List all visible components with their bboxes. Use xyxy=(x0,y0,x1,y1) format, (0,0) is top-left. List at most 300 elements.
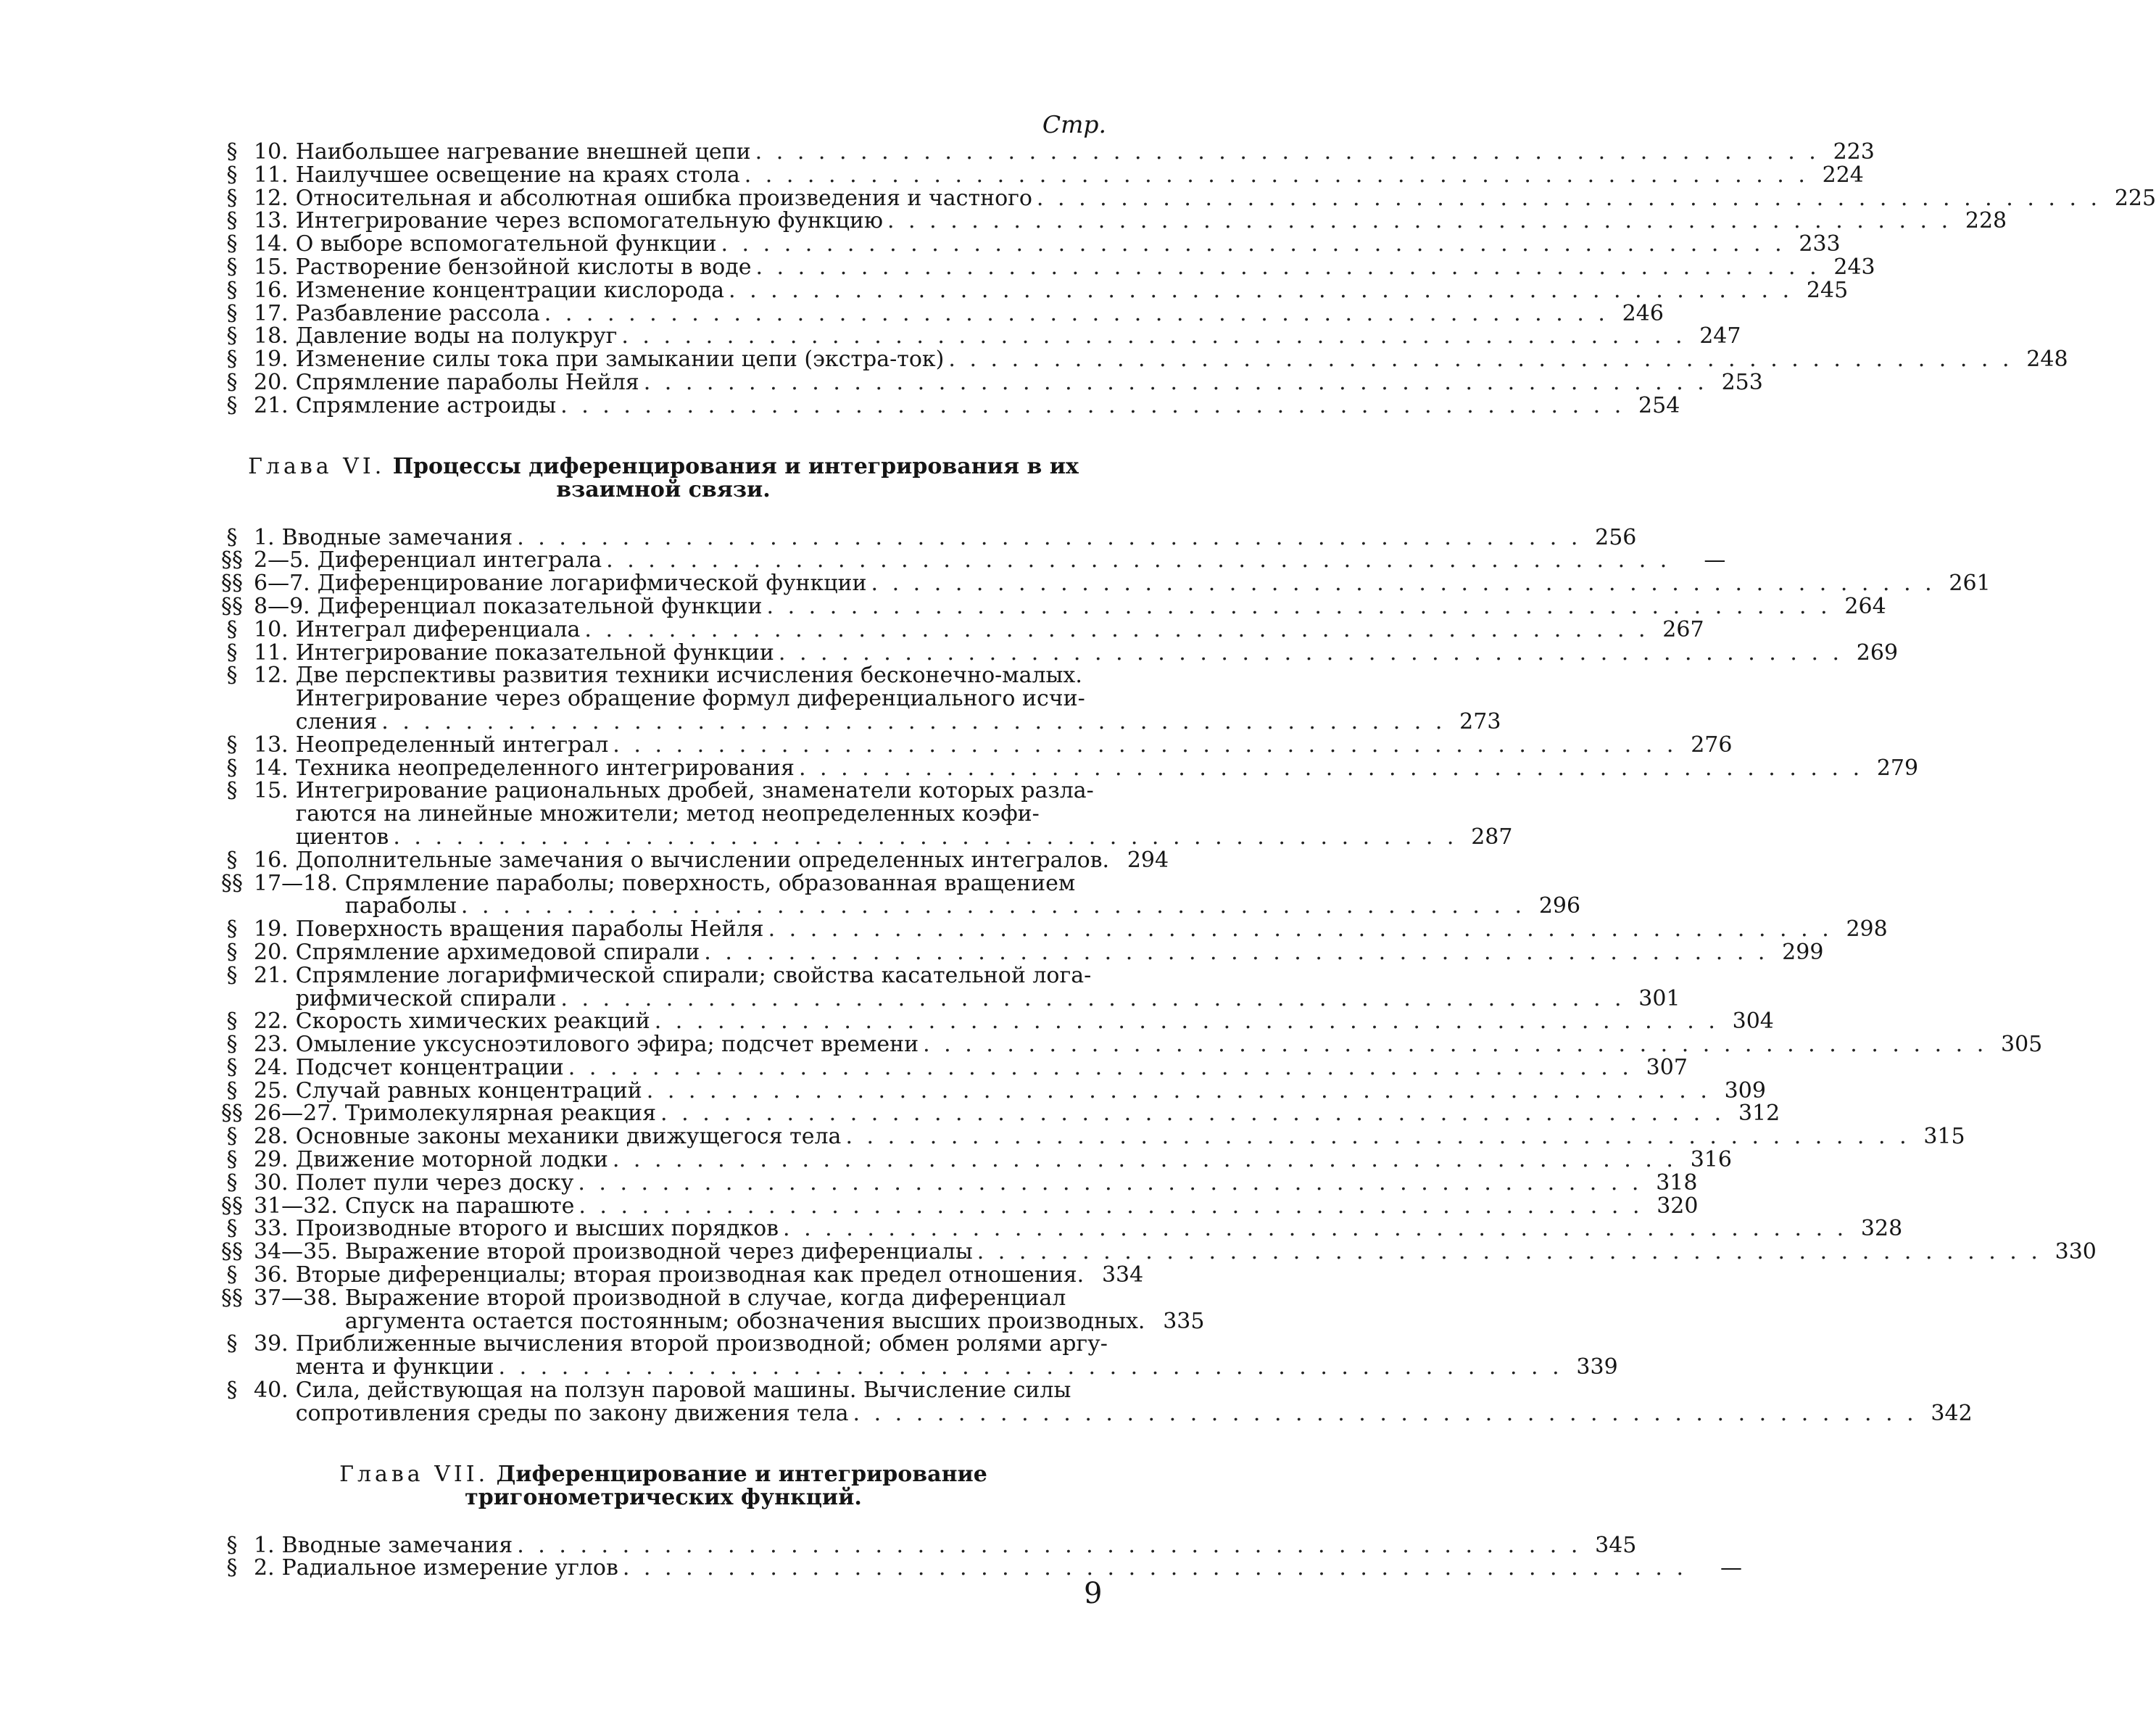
entry-page: 342 xyxy=(1931,1400,1973,1426)
dot-leader: . . . . . . . . . . . . . . . . . . . . . . . . . . . . . . . . . . . . . . . . . . . . . . . . . . . xyxy=(654,1009,1719,1035)
toc-entry xyxy=(210,939,1824,965)
entry-title-line: Вводные замечания xyxy=(281,1532,513,1558)
page-number: 9 xyxy=(1084,1577,1103,1610)
entry-page: 267 xyxy=(1662,616,1704,642)
entry-title-line: Случай равных концентраций xyxy=(295,1077,642,1103)
entry-title-line: Интегрирование рациональных дробей, знаменатели которых разла- xyxy=(295,778,1094,804)
entry-page: 246 xyxy=(1622,300,1664,326)
chapter-heading xyxy=(210,455,1116,502)
dot-leader: . . . . . . . . . . . . . . . . . . . . . . . . . . . . . . . . . . . . . . . . . . . . . . . . . . . xyxy=(1036,185,2102,211)
entry-page: 273 xyxy=(1459,708,1501,734)
entry-page: 276 xyxy=(1691,732,1733,758)
entry-title-line: Радиальное измерение углов xyxy=(281,1555,618,1581)
entry-number: 19. xyxy=(254,347,289,373)
dot-leader: . . . . . . . . . . . . . . . . . . . . . . . . . . . . . . . . . . . . . . . . . . . . . . . . . . . xyxy=(381,708,1446,734)
section-sign: § xyxy=(226,254,238,280)
entry-title xyxy=(344,1101,1780,1127)
entry-number: 30. xyxy=(254,1169,289,1196)
entry-title-line: Вторые диференциалы; вторая производная как предел отношения. xyxy=(295,1262,1085,1288)
entry-number: 17—18. xyxy=(254,870,338,896)
entry-number: 34—35. xyxy=(254,1239,338,1265)
dot-leader: . . . . . . . . . . . . . . . . . . . . . . . . . . . . . . . . . . . . . . . . . . . . . . . . . . . xyxy=(646,1077,1711,1103)
dot-leader: . . . . . . . . . . . . . . . . . . . . . . . . . . . . . . . . . . . . . . . . . . . . . . . . . . . xyxy=(578,1169,1643,1196)
entry-title xyxy=(295,1124,1965,1150)
toc-entry xyxy=(210,1009,1774,1035)
entry-title-line: Тримолекулярная реакция xyxy=(344,1101,657,1127)
entry-title-line: Диференциал интеграла xyxy=(317,547,602,573)
entry-title-line: Спрямление параболы; поверхность, образованная вращением xyxy=(344,870,1076,896)
dot-leader: . . . . . . . . . . . . . . . . . . . . . . . . . . . . . . . . . . . . . . . . . . . . . . . . . . . xyxy=(622,1555,1688,1581)
section-sign: § xyxy=(226,524,238,550)
entry-title-line: Давление воды на полукруг xyxy=(295,323,618,349)
toc-entry xyxy=(210,571,1991,597)
entry-number: 12. xyxy=(254,185,289,211)
section-sign: § xyxy=(226,1216,238,1242)
section-sign: § xyxy=(226,778,238,804)
section-sign: § xyxy=(226,847,238,873)
section-sign: §§ xyxy=(221,571,243,597)
dot-leader: . . . . . . . . . . . . . . . . . . . . . . . . . . . . . . . . . . . . . . . . . . . . . . . . . . . xyxy=(977,1239,2041,1265)
entry-title xyxy=(295,1216,1903,1242)
entry-title-line: Дополнительные замечания о вычислении определенных интегралов. xyxy=(295,847,1110,873)
toc-entry xyxy=(210,755,1919,781)
section-sign: § xyxy=(226,755,238,781)
entry-title xyxy=(295,254,1875,280)
entry-page: 309 xyxy=(1724,1077,1766,1103)
entry-title-line: Относительная и абсолютная ошибка произведения и частного xyxy=(295,185,1032,211)
entry-page: 320 xyxy=(1657,1193,1699,1219)
section-sign: §§ xyxy=(221,1285,243,1311)
entry-title xyxy=(317,571,1991,597)
entry-page: 261 xyxy=(1949,571,1991,597)
entry-title-line: Омыление уксусноэтилового эфира; подсчет времени xyxy=(295,1032,919,1058)
entry-number: 25. xyxy=(254,1077,289,1103)
dot-leader: . . . . . . . . . . . . . . . . . . . . . . . . . . . . . . . . . . . . . . . . . . . . . . . . . . . xyxy=(517,1532,1582,1558)
entry-number: 22. xyxy=(254,1009,289,1035)
section-sign: § xyxy=(226,323,238,349)
toc-section xyxy=(210,453,2097,1426)
entry-title xyxy=(295,939,1824,965)
toc-entry xyxy=(210,1555,1743,1581)
entry-title xyxy=(281,1532,1637,1558)
entry-title-line: Спуск на парашюте xyxy=(344,1193,575,1219)
entry-number: 23. xyxy=(254,1032,289,1058)
entry-title-line: гаются на линейные множители; метод неопределенных коэфи- xyxy=(295,801,1040,827)
entry-title-line: Выражение второй производной через диференциалы xyxy=(344,1239,973,1265)
entry-number: 2—5. xyxy=(254,547,310,573)
toc-entry xyxy=(210,1077,1766,1103)
entry-number: 1. xyxy=(254,1532,275,1558)
section-sign: § xyxy=(226,185,238,211)
entry-page: 225 xyxy=(2114,185,2156,211)
entry-title-line: Спрямление астроиды xyxy=(295,392,557,418)
toc-entry xyxy=(210,347,2068,373)
toc-entry xyxy=(210,870,1581,919)
entry-title-line: Растворение бензойной кислоты в воде xyxy=(295,254,752,280)
entry-title xyxy=(295,162,1864,188)
section-sign: § xyxy=(226,1054,238,1080)
section-sign: §§ xyxy=(221,1239,243,1265)
toc-entry xyxy=(210,185,2156,211)
entry-number: 16. xyxy=(254,847,289,873)
entry-number: 15. xyxy=(254,254,289,280)
section-sign: § xyxy=(226,639,238,666)
entry-title-line: Наилучшее освещение на краях стола xyxy=(295,162,740,188)
dot-leader: . . . . . . . . . . . . . . . . . . . . . . . . . . . . . . . . . . . . . . . . . . . . . . . . . . . xyxy=(544,300,1609,326)
entry-number: 13. xyxy=(254,732,289,758)
section-sign: § xyxy=(226,916,238,943)
entry-title-line: Основные законы механики движущегося тела xyxy=(295,1124,842,1150)
entry-title xyxy=(295,1147,1732,1173)
section-sign: § xyxy=(226,1555,238,1581)
toc-entry xyxy=(210,593,1886,619)
section-sign: §§ xyxy=(221,547,243,573)
entry-page: 316 xyxy=(1690,1147,1732,1173)
dot-leader: . . . . . . . . . . . . . . . . . . . . . . . . . . . . . . . . . . . . . . . . . . . . . . . . . . . xyxy=(613,732,1678,758)
entry-title-line: Наибольшее нагревание внешней цепи xyxy=(295,139,751,165)
section-sign: § xyxy=(226,208,238,234)
toc-entry xyxy=(210,1532,1637,1558)
toc-entry xyxy=(210,369,1763,395)
dot-leader: . . . . . . . . . . . . . . . . . . . . . . . . . . . . . . . . . . . . . . . . . . . . . . . . . . . xyxy=(721,231,1786,257)
entry-title xyxy=(281,524,1637,550)
entry-title xyxy=(295,185,2156,211)
toc-entry xyxy=(210,1124,1965,1150)
entry-page: 330 xyxy=(2055,1239,2097,1265)
entry-number: 37—38. xyxy=(254,1285,338,1311)
toc-entry xyxy=(210,1101,1780,1127)
entry-title xyxy=(295,347,2068,373)
entry-number: 14. xyxy=(254,231,289,257)
entry-number: 15. xyxy=(254,778,289,804)
entry-title xyxy=(295,1077,1766,1103)
entry-title xyxy=(317,547,1726,573)
entry-title xyxy=(295,1378,1973,1426)
entry-title-line: Интеграл диференциала xyxy=(295,616,581,642)
entry-page: 243 xyxy=(1833,254,1875,280)
entry-title-line: Производные второго и высших порядков xyxy=(295,1216,779,1242)
dot-leader: . . . . . . . . . . . . . . . . . . . . . . . . . . . . . . . . . . . . . . . . . . . . . . . . . . . xyxy=(517,524,1582,550)
entry-title xyxy=(295,208,2007,234)
entry-title-line: Скорость химических реакций xyxy=(295,1009,650,1035)
entry-title-line: мента и функции xyxy=(295,1354,494,1380)
chapter-title: Процессы диференцирования и интегрирования в их взаимной связи. xyxy=(392,453,1079,502)
dot-leader: . . . . . . . . . . . . . . . . . . . . . . . . . . . . . . . . . . . . . . . . . . . . . . . . . . . xyxy=(729,277,1794,303)
toc-entry xyxy=(210,162,1864,188)
toc-entry xyxy=(210,300,1664,326)
entry-title-line: О выборе вспомогательной функции xyxy=(295,231,717,257)
dot-leader: . . . . . . . . . . . . . . . . . . . . . . . . . . . . . . . . . . . . . . . . . . . . . . . . . . . xyxy=(579,1193,1643,1219)
entry-title-line: сления xyxy=(295,708,378,734)
entry-page: 318 xyxy=(1656,1169,1698,1196)
section-sign: § xyxy=(226,732,238,758)
section-sign: § xyxy=(226,162,238,188)
entry-title xyxy=(295,1054,1688,1080)
chapter-label: Глава VI. xyxy=(248,453,386,479)
toc-entry xyxy=(210,663,1501,734)
entry-number: 11. xyxy=(254,639,289,666)
section-sign: § xyxy=(226,962,238,988)
entry-title xyxy=(344,1193,1699,1219)
dot-leader: . . . . . . . . . . . . . . . . . . . . . . . . . . . . . . . . . . . . . . . . . . . . . . . . . . . xyxy=(460,893,1526,919)
toc-section xyxy=(210,139,2156,418)
entry-page: 328 xyxy=(1860,1216,1903,1242)
entry-title-line: Интегрирование через вспомогательную функцию xyxy=(295,208,883,234)
toc-entry xyxy=(210,1216,1903,1242)
toc-entry xyxy=(210,916,1888,943)
toc-entry xyxy=(210,139,1875,165)
section-sign: § xyxy=(226,1169,238,1196)
entry-title xyxy=(344,1285,1205,1334)
entry-number: 10. xyxy=(254,616,289,642)
entry-page: 256 xyxy=(1595,524,1637,550)
entry-number: 12. xyxy=(254,663,289,689)
entry-page: 299 xyxy=(1782,939,1824,965)
entry-title-line: сопротивления среды по закону движения тела xyxy=(295,1400,849,1426)
toc-entry xyxy=(210,1331,1618,1380)
entry-title-line: параболы xyxy=(344,893,457,919)
toc-entry xyxy=(210,1032,2043,1058)
toc-entry xyxy=(210,1378,1973,1426)
entry-number: 2. xyxy=(254,1555,275,1581)
entry-title xyxy=(295,962,1680,1011)
entry-number: 21. xyxy=(254,392,289,418)
section-sign: § xyxy=(226,1077,238,1103)
entry-page: 301 xyxy=(1638,985,1680,1011)
dot-leader: . . . . . . . . . . . . . . . . . . . . . . . . . . . . . . . . . . . . . . . . . . . . . . . . . . . xyxy=(798,755,1864,781)
entry-title-line: рифмической спирали xyxy=(295,985,557,1011)
page-column-header: Стр. xyxy=(1042,110,1106,138)
entry-title-line: Изменение концентрации кислорода xyxy=(295,277,725,303)
dot-leader: . . . . . . . . . . . . . . . . . . . . . . . . . . . . . . . . . . . . . . . . . . . . . . . . . . . xyxy=(606,547,1671,573)
toc-entry xyxy=(210,1193,1699,1219)
entry-page: — xyxy=(1704,547,1726,573)
entry-title xyxy=(295,755,1919,781)
section-sign: § xyxy=(226,139,238,165)
entry-title xyxy=(344,870,1581,919)
entry-number: 31—32. xyxy=(254,1193,338,1219)
entry-number: 8—9. xyxy=(254,593,310,619)
entry-page: 304 xyxy=(1732,1009,1774,1035)
entry-number: 13. xyxy=(254,208,289,234)
entry-page: 248 xyxy=(2026,347,2068,373)
entry-title xyxy=(295,1169,1698,1196)
section-sign: § xyxy=(226,1331,238,1357)
entry-page: 279 xyxy=(1876,755,1919,781)
entry-title xyxy=(295,616,1704,642)
entry-page: 305 xyxy=(2001,1032,2043,1058)
entry-number: 39. xyxy=(254,1331,289,1357)
entry-page: 307 xyxy=(1646,1054,1688,1080)
entry-number: 28. xyxy=(254,1124,289,1150)
dot-leader: . . . . . . . . . . . . . . . . . . . . . . . . . . . . . . . . . . . . . . . . . . . . . . . . . . . xyxy=(778,639,1844,666)
dot-leader: . . . . . . . . . . . . . . . . . . . . . . . . . . . . . . . . . . . . . . . . . . . . . . . . . . . xyxy=(612,1147,1677,1173)
entry-title-line: Диференциал показательной функции xyxy=(317,593,763,619)
entry-page: 254 xyxy=(1638,392,1680,418)
section-sign: § xyxy=(226,1262,238,1288)
entry-number: 20. xyxy=(254,369,289,395)
entry-title-line: Спрямление архимедовой спирали xyxy=(295,939,700,965)
entry-number: 26—27. xyxy=(254,1101,338,1127)
entry-title xyxy=(317,593,1886,619)
dot-leader: . . . . . . . . . . . . . . . . . . . . . . . . . . . . . . . . . . . . . . . . . . . . . . . . . . . xyxy=(660,1101,1725,1127)
toc-entry xyxy=(210,392,1680,418)
dot-leader: . . . . . . . . . . . . . . . . . . . . . . . . . . . . . . . . . . . . . . . . . . . . . . . . . . . xyxy=(766,593,1831,619)
section-sign: § xyxy=(226,231,238,257)
entry-title xyxy=(344,1239,2097,1265)
entry-title xyxy=(295,847,1169,873)
entry-page: 294 xyxy=(1127,847,1169,873)
section-sign: § xyxy=(226,392,238,418)
entry-number: 24. xyxy=(254,1054,289,1080)
entry-title-line: аргумента остается постоянным; обозначения высших производных. xyxy=(344,1308,1145,1334)
toc-entry xyxy=(210,1239,2097,1265)
entry-number: 36. xyxy=(254,1262,289,1288)
entry-number: 19. xyxy=(254,916,289,943)
dot-leader: . . . . . . . . . . . . . . . . . . . . . . . . . . . . . . . . . . . . . . . . . . . . . . . . . . . xyxy=(755,254,1820,280)
entry-title-line: Полет пули через доску xyxy=(295,1169,574,1196)
chapter-label: Глава VII. xyxy=(339,1461,489,1487)
dot-leader: . . . . . . . . . . . . . . . . . . . . . . . . . . . . . . . . . . . . . . . . . . . . . . . . . . . xyxy=(744,162,1809,188)
dot-leader: . . . . . . . . . . . . . . . . . . . . . . . . . . . . . . . . . . . . . . . . . . . . . . . . . . . xyxy=(584,616,1649,642)
entry-title xyxy=(295,1009,1774,1035)
entry-title xyxy=(295,639,1899,666)
section-sign: § xyxy=(226,1124,238,1150)
entry-title-line: Подсчет концентрации xyxy=(295,1054,564,1080)
entry-number: 11. xyxy=(254,162,289,188)
entry-page: — xyxy=(1720,1555,1743,1581)
toc-entry xyxy=(210,639,1899,666)
entry-title xyxy=(295,1032,2043,1058)
toc-entry xyxy=(210,254,1875,280)
entry-number: 17. xyxy=(254,300,289,326)
section-sign: § xyxy=(226,1532,238,1558)
entry-title-line: Изменение силы тока при замыкании цепи (экстра-ток) xyxy=(295,347,945,373)
entry-title-line: Две перспективы развития техники исчисления бесконечно-малых. xyxy=(295,663,1082,689)
entry-page: 312 xyxy=(1738,1101,1780,1127)
entry-page: 223 xyxy=(1833,139,1875,165)
entry-title-line: Интегрирование через обращение формул диференциального исчи- xyxy=(295,686,1085,712)
section-sign: § xyxy=(226,1378,238,1404)
entry-page: 334 xyxy=(1101,1262,1144,1288)
entry-page: 287 xyxy=(1471,824,1513,850)
section-sign: §§ xyxy=(221,1193,243,1219)
toc-entry xyxy=(210,732,1733,758)
toc-entry xyxy=(210,1054,1688,1080)
section-sign: § xyxy=(226,300,238,326)
dot-leader: . . . . . . . . . . . . . . . . . . . . . . . . . . . . . . . . . . . . . . . . . . . . . . . . . . . xyxy=(393,824,1458,850)
entry-title-line: Выражение второй производной в случае, когда диференциал xyxy=(344,1285,1066,1311)
section-sign: §§ xyxy=(221,870,243,896)
dot-leader: . . . . . . . . . . . . . . . . . . . . . . . . . . . . . . . . . . . . . . . . . . . . . . . . . . . xyxy=(621,323,1686,349)
entry-title xyxy=(295,778,1513,850)
dot-leader: . . . . . . . . . . . . . . . . . . . . . . . . . . . . . . . . . . . . . . . . . . . . . . . . . . . xyxy=(845,1124,1910,1150)
toc-sections xyxy=(210,139,2156,1581)
dot-leader: . . . . . . . . . . . . . . . . . . . . . . . . . . . . . . . . . . . . . . . . . . . . . . . . . . . xyxy=(568,1054,1633,1080)
entry-page: 298 xyxy=(1846,916,1888,943)
dot-leader: . . . . . . . . . . . . . . . . . . . . . . . . . . . . . . . . . . . . . . . . . . . . . . . . . . . xyxy=(948,347,2013,373)
toc-entry xyxy=(210,962,1680,1011)
entry-number: 6—7. xyxy=(254,571,310,597)
entry-page: 296 xyxy=(1538,893,1581,919)
dot-leader: . . . . . . . . . . . . . . . . . . . . . . . . . . . . . . . . . . . . . . . . . . . . . . . . . . . xyxy=(560,985,1625,1011)
toc-entry xyxy=(210,547,1726,573)
section-sign: § xyxy=(226,1032,238,1058)
entry-title xyxy=(295,323,1741,349)
table-of-contents xyxy=(210,109,2156,1581)
entry-title-line: Приближенные вычисления второй производной; обмен ролями аргу- xyxy=(295,1331,1108,1357)
entry-number: 16. xyxy=(254,277,289,303)
entry-page: 345 xyxy=(1595,1532,1637,1558)
chapter-heading xyxy=(210,1463,1116,1509)
dot-leader: . . . . . . . . . . . . . . . . . . . . . . . . . . . . . . . . . . . . . . . . . . . . . . . . . . . xyxy=(704,939,1769,965)
entry-title xyxy=(295,300,1664,326)
entry-number: 29. xyxy=(254,1147,289,1173)
entry-title-line: Вводные замечания xyxy=(281,524,513,550)
toc-entry xyxy=(210,1169,1698,1196)
dot-leader: . . . . . . . . . . . . . . . . . . . . . . . . . . . . . . . . . . . . . . . . . . . . . . . . . . . xyxy=(755,139,1820,165)
section-sign: § xyxy=(226,1009,238,1035)
entry-page: 228 xyxy=(1965,208,2007,234)
entry-title-line: Диференцирование логарифмической функции xyxy=(317,571,867,597)
entry-page: 253 xyxy=(1721,369,1763,395)
toc-entry xyxy=(210,208,2007,234)
entry-title-line: Движение моторной лодки xyxy=(295,1147,608,1173)
toc-entry xyxy=(210,323,1741,349)
dot-leader: . . . . . . . . . . . . . . . . . . . . . . . . . . . . . . . . . . . . . . . . . . . . . . . . . . . xyxy=(783,1216,1848,1242)
entry-number: 40. xyxy=(254,1378,289,1404)
entry-page: 247 xyxy=(1699,323,1741,349)
toc-entry xyxy=(210,1285,1205,1334)
section-sign: § xyxy=(226,1147,238,1173)
entry-title-line: Спрямление логарифмической спирали; свойства касательной лога- xyxy=(295,962,1092,988)
section-sign: § xyxy=(226,347,238,373)
entry-title xyxy=(295,392,1680,418)
section-sign: §§ xyxy=(221,1101,243,1127)
entry-number: 20. xyxy=(254,939,289,965)
entry-title xyxy=(295,663,1501,734)
chapter-title: Диференцирование и интегрирование тригонометрических функций. xyxy=(465,1461,987,1510)
entry-title xyxy=(295,1262,1144,1288)
section-sign: § xyxy=(226,277,238,303)
entry-number: 14. xyxy=(254,755,289,781)
entry-page: 245 xyxy=(1806,277,1849,303)
toc-entry xyxy=(210,778,1513,850)
toc-entry xyxy=(210,277,1849,303)
dot-leader: . . . . . . . . . . . . . . . . . . . . . . . . . . . . . . . . . . . . . . . . . . . . . . . . . . . xyxy=(853,1400,1917,1426)
entry-page: 315 xyxy=(1923,1124,1965,1150)
toc-entry xyxy=(210,524,1637,550)
dot-leader: . . . . . . . . . . . . . . . . . . . . . . . . . . . . . . . . . . . . . . . . . . . . . . . . . . . xyxy=(887,208,1952,234)
entry-title-line: Сила, действующая на ползун паровой машины. Вычисление силы xyxy=(295,1378,1071,1404)
entry-title xyxy=(295,139,1875,165)
entry-page: 224 xyxy=(1822,162,1864,188)
entry-number: 33. xyxy=(254,1216,289,1242)
entry-title xyxy=(295,916,1888,943)
section-sign: § xyxy=(226,616,238,642)
entry-title xyxy=(281,1555,1743,1581)
entry-title xyxy=(295,231,1841,257)
entry-page: 269 xyxy=(1856,639,1899,666)
section-sign: § xyxy=(226,369,238,395)
dot-leader: . . . . . . . . . . . . . . . . . . . . . . . . . . . . . . . . . . . . . . . . . . . . . . . . . . . xyxy=(923,1032,1988,1058)
dot-leader: . . . . . . . . . . . . . . . . . . . . . . . . . . . . . . . . . . . . . . . . . . . . . . . . . . . xyxy=(560,392,1625,418)
section-sign: §§ xyxy=(221,593,243,619)
toc-entry xyxy=(210,231,1841,257)
dot-leader: . . . . . . . . . . . . . . . . . . . . . . . . . . . . . . . . . . . . . . . . . . . . . . . . . . . xyxy=(768,916,1833,943)
entry-title-line: Разбавление рассола xyxy=(295,300,540,326)
dot-leader: . . . . . . . . . . . . . . . . . . . . . . . . . . . . . . . . . . . . . . . . . . . . . . . . . . . xyxy=(498,1354,1563,1380)
